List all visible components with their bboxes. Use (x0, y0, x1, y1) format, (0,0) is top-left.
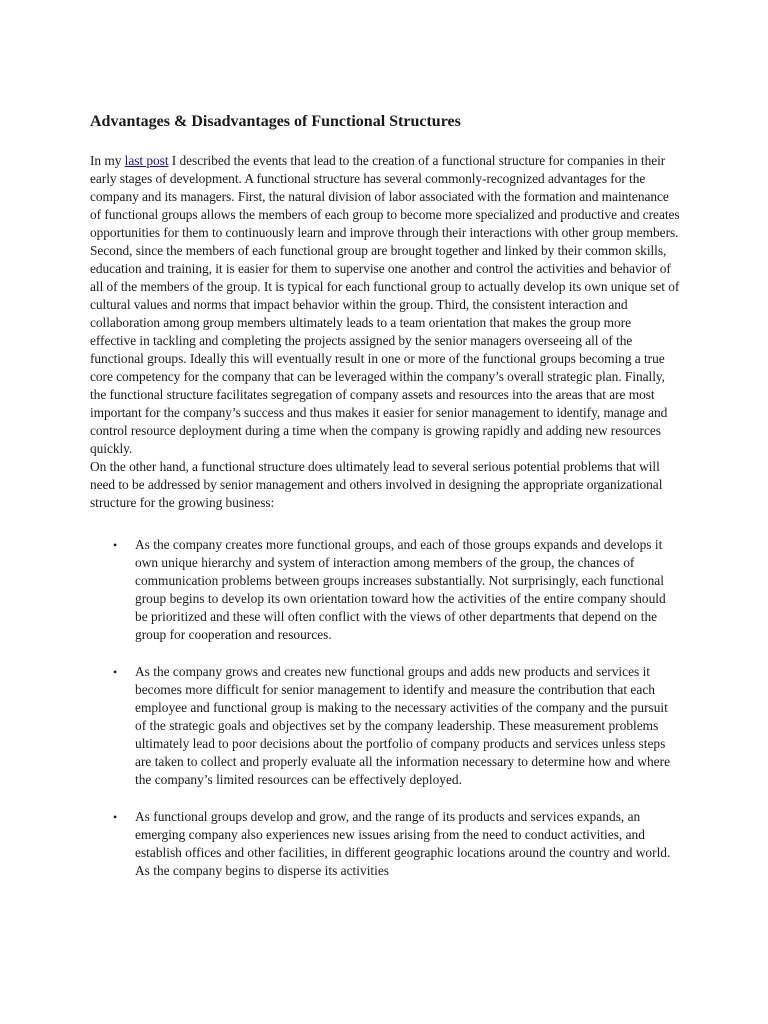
intro-prefix: In my (90, 153, 125, 168)
bullet-icon: • (113, 810, 118, 824)
last-post-link[interactable]: last post (124, 153, 169, 168)
second-paragraph: On the other hand, a functional structure does ultimately lead to several serious potential problems that will need to be addressed by senior management and others involved in designing the appropriate organizational structure for the growing business: (90, 459, 663, 510)
intro-paragraph (90, 152, 680, 458)
document-title: Advantages & Disadvantages of Functional Structures (90, 113, 461, 130)
list-item (90, 536, 680, 644)
list-item-text: As functional groups develop and grow, and the range of its products and services expands, an emerging company also experiences new issues arising from the need to conduct activities, and establish offices and other facilities, in different geographic locations around the country and world. As the company begins to disperse its activities (135, 809, 671, 878)
list-item (90, 808, 680, 880)
intro-text: I described the events that lead to the creation of a functional structure for companies in their early stages of development. A functional structure has several commonly-recognized advantages for the company and its managers. First, the natural division of labor associated with the formation and maintenance of functional groups allows the members of each group to become more specialized and productive and creates opportunities for them to continuously learn and improve through their interactions with other group members. Second, since the members of each functional group are brought together and linked by their common skills, education and training, it is easier for them to supervise one another and control the activities and behavior of all of the members of the group. It is typical for each functional group to actually develop its own unique set of cultural values and norms that impact behavior within the group. Third, the consistent interaction and collaboration among group members ultimately leads to a team orientation that makes the group more effective in tackling and completing the projects assigned by the senior managers overseeing all of the functional groups. Ideally this will eventually result in one or more of the functional groups becoming a true core competency for the company that can be leveraged within the company’s overall strategic plan. Finally, the functional structure facilitates segregation of company assets and resources into the areas that are most important for the company’s success and thus makes it easier for senior management to identify, manage and control resource deployment during a time when the company is growing rapidly and adding new resources quickly. (90, 153, 680, 456)
bullet-list (90, 536, 680, 880)
document-body (90, 112, 680, 899)
bullet-icon: • (113, 665, 118, 679)
list-item-text: As the company creates more functional groups, and each of those groups expands and develops it own unique hierarchy and system of interaction among members of the group, the chances of communication problems between groups increases substantially. Not surprisingly, each functional group begins to develop its own orientation toward how the activities of the entire company should be prioritized and these will often conflict with the views of other departments that depend on the group for cooperation and resources. (135, 537, 666, 642)
list-item-text: As the company grows and creates new functional groups and adds new products and services it becomes more difficult for senior management to identify and measure the contribution that each employee and functional group is making to the necessary activities of the company and the pursuit of the strategic goals and objectives set by the company leadership. These measurement problems ultimately lead to poor decisions about the portfolio of company products and services unless steps are taken to collect and properly evaluate all the information necessary to determine how and where the company’s limited resources can be effectively deployed. (135, 664, 671, 787)
bullet-icon: • (113, 538, 118, 552)
list-item (90, 663, 680, 789)
